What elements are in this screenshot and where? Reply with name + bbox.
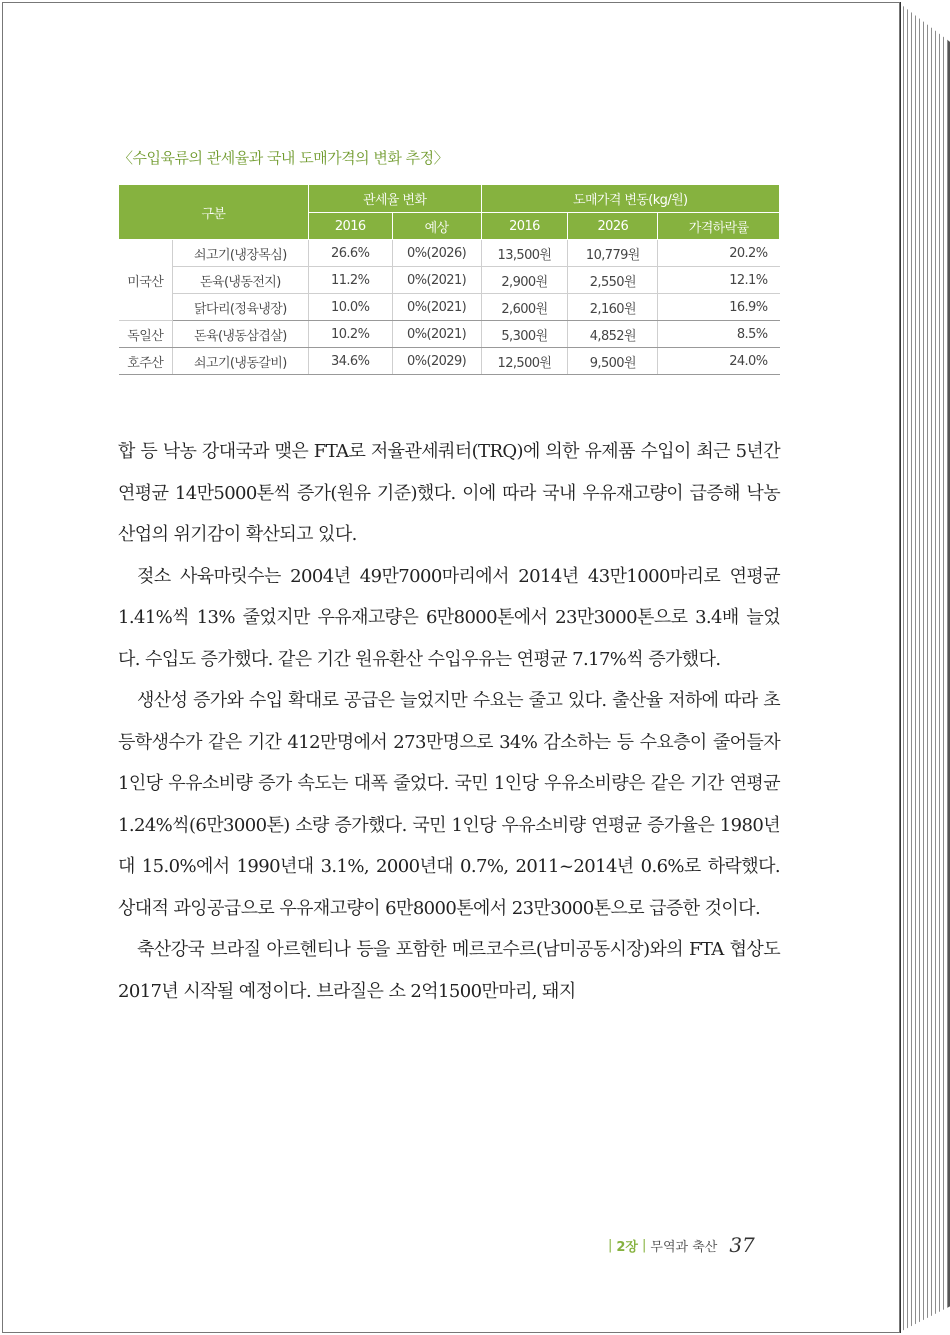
- table-row: [119, 267, 780, 294]
- header-price-group: 도매가격 변동(kg/원): [481, 185, 779, 213]
- table-row: [119, 321, 780, 348]
- price-2026-cell: 10,779원: [568, 240, 658, 267]
- header-price-2016: 2016: [481, 213, 568, 240]
- header-category: 구분: [119, 185, 309, 240]
- price-drop-cell: 16.9%: [658, 294, 780, 321]
- price-2016-cell: 5,300원: [481, 321, 568, 348]
- tariff-2016-cell: 10.0%: [308, 294, 392, 321]
- price-drop-cell: 20.2%: [658, 240, 780, 267]
- tariff-2016-cell: 26.6%: [308, 240, 392, 267]
- tariff-2016-cell: 11.2%: [308, 267, 392, 294]
- item-cell: 쇠고기(냉장목심): [172, 240, 308, 267]
- item-cell: 닭다리(정육냉장): [172, 294, 308, 321]
- tariff-2016-cell: 10.2%: [308, 321, 392, 348]
- price-drop-cell: 24.0%: [658, 348, 780, 375]
- paragraph: 합 등 낙농 강대국과 맺은 FTA로 저율관세쿼터(TRQ)에 의한 유제품 수입이 최근 5년간 연평균 14만5000톤씩 증가(원유 기준)했다. 이에 따라 국내 우유재고량이 급증해 낙농산업의 위기감이 확산되고 있다.: [118, 441, 780, 545]
- price-2016-cell: 2,900원: [481, 267, 568, 294]
- header-price-drop: 가격하락률: [658, 213, 780, 240]
- origin-cell: 독일산: [119, 321, 173, 348]
- tariff-forecast-cell: 0%(2026): [392, 240, 481, 267]
- price-2026-cell: 2,160원: [568, 294, 658, 321]
- header-tariff-forecast: 예상: [392, 213, 481, 240]
- header-tariff-group: 관세율 변화: [308, 185, 481, 213]
- table-row: [119, 240, 780, 267]
- table-title: 〈수입육류의 관세율과 국내 도매가격의 변화 추정〉: [118, 149, 449, 167]
- item-cell: 돈육(냉동삼겹살): [172, 321, 308, 348]
- paragraph: 젖소 사육마릿수는 2004년 49만7000마리에서 2014년 43만1000마리로 연평균 1.41%씩 13% 줄었지만 우유재고량은 6만8000톤에서 23만3000톤으로 3.4배 늘었다. 수입도 증가했다. 같은 기간 원유환산 수입우유는 연평균 7.17%씩 증가했다.: [118, 565, 780, 670]
- price-2026-cell: 4,852원: [568, 321, 658, 348]
- price-drop-cell: 12.1%: [658, 267, 780, 294]
- tariff-2016-cell: 34.6%: [308, 348, 392, 375]
- table-row: [119, 348, 780, 375]
- footer-chapter: 2장: [616, 1239, 638, 1255]
- header-tariff-2016: 2016: [308, 213, 392, 240]
- footer-separator: |: [642, 1237, 647, 1253]
- price-2016-cell: 2,600원: [481, 294, 568, 321]
- header-price-2026: 2026: [568, 213, 658, 240]
- table-row: [119, 294, 780, 321]
- paragraph: 축산강국 브라질 아르헨티나 등을 포함한 메르코수르(남미공동시장)와의 FTA 협상도 2017년 시작될 예정이다. 브라질은 소 2억1500만마리, 돼지: [118, 939, 780, 1002]
- item-cell: 쇠고기(냉동갈비): [172, 348, 308, 375]
- body-text: [118, 431, 780, 1012]
- paragraph: 생산성 증가와 수입 확대로 공급은 늘었지만 수요는 줄고 있다. 출산율 저하에 따라 초등학생수가 같은 기간 412만명에서 273만명으로 34% 감소하는 등 수요층이 줄어들자 1인당 우유소비량 증가 속도는 대폭 줄었다. 국민 1인당 우유소비량은 같은 기간 연평균 1.24%씩(6만3000톤) 소량 증가했다. 국민 1인당 우유소비량 연평균 증가율은 1980년대 15.0%에서 1990년대 3.1%, 2000년대 0.7%, 2011~2014년 0.6%로 하락했다. 상대적 과잉공급으로 우유재고량이 6만8000톤에서 23만3000톤으로 급증한 것이다.: [118, 690, 780, 919]
- tariff-forecast-cell: 0%(2021): [392, 294, 481, 321]
- origin-cell: 미국산: [119, 240, 173, 321]
- price-drop-cell: 8.5%: [658, 321, 780, 348]
- price-2026-cell: 2,550원: [568, 267, 658, 294]
- tariff-forecast-cell: 0%(2029): [392, 348, 481, 375]
- tariff-price-table: [118, 184, 780, 375]
- tariff-forecast-cell: 0%(2021): [392, 267, 481, 294]
- price-2026-cell: 9,500원: [568, 348, 658, 375]
- footer-section: 무역과 축산: [650, 1239, 718, 1255]
- price-2016-cell: 13,500원: [481, 240, 568, 267]
- page-footer: [604, 1231, 755, 1259]
- item-cell: 돈육(냉동전지): [172, 267, 308, 294]
- page-number: 37: [729, 1233, 755, 1257]
- book-page-edges: [892, 2, 950, 1333]
- price-2016-cell: 12,500원: [481, 348, 568, 375]
- tariff-forecast-cell: 0%(2021): [392, 321, 481, 348]
- origin-cell: 호주산: [119, 348, 173, 375]
- footer-separator: |: [608, 1237, 613, 1253]
